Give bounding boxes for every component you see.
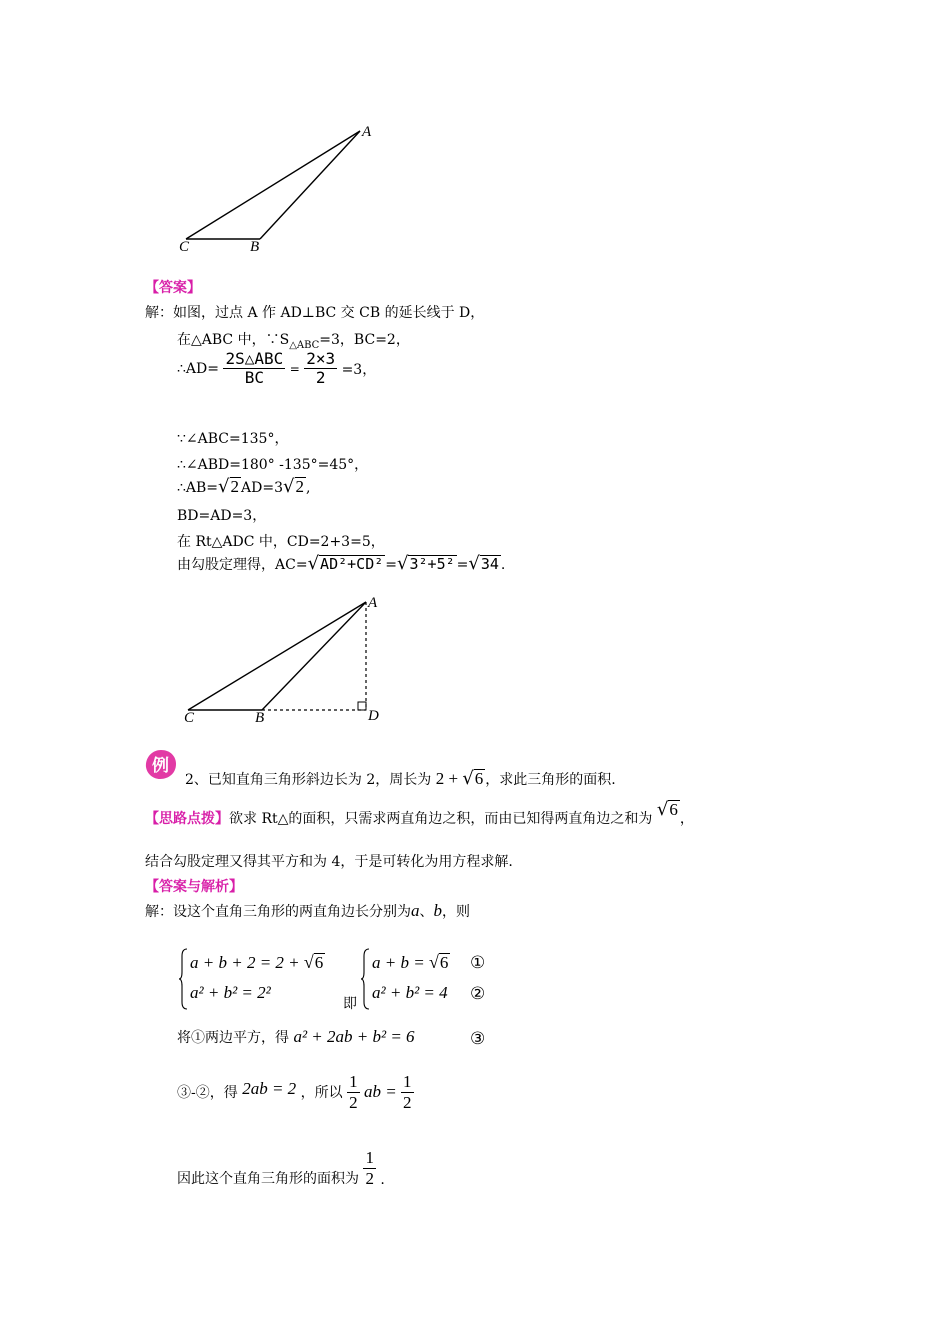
radical-sign: √ bbox=[303, 952, 314, 972]
hint-tag: 【思路点拨】 bbox=[145, 811, 229, 827]
label-a: A bbox=[362, 124, 372, 140]
line2-text: 在△ABC 中，∵S bbox=[177, 332, 290, 348]
sqrt-3-5: 3²+5² bbox=[409, 555, 455, 573]
brace-icon bbox=[178, 948, 188, 1010]
radical-sign: √ bbox=[468, 553, 480, 574]
label-b: B bbox=[255, 710, 265, 726]
radical-sign: √ bbox=[283, 476, 295, 497]
label-b: B bbox=[250, 239, 260, 255]
sys2-sqrt-6: 6 bbox=[439, 953, 449, 972]
sqrt-2-b: 2 bbox=[295, 477, 304, 496]
label-d: D bbox=[368, 708, 379, 724]
example-badge-icon bbox=[143, 747, 179, 783]
solution-line-6 bbox=[177, 476, 310, 497]
area-num: 1 bbox=[365, 1148, 374, 1167]
hint-line-1 bbox=[145, 799, 694, 828]
solution-line-9 bbox=[177, 553, 505, 574]
line9-end: . bbox=[500, 557, 506, 573]
radical-sign: √ bbox=[428, 952, 439, 972]
conclusion-end: . bbox=[380, 1172, 385, 1189]
ad-prefix: ∴AD= bbox=[177, 360, 219, 377]
step1-equation: a² + 2ab + b² = 6 bbox=[293, 1027, 415, 1046]
line6-c: , bbox=[306, 480, 311, 496]
line9-a: 由勾股定理得，AC= bbox=[177, 557, 308, 573]
half-num: 1 bbox=[349, 1072, 358, 1091]
example-2-question bbox=[185, 768, 616, 789]
answer2-text-a: 解：设这个直角三角形的两直角边长分别为 bbox=[145, 904, 411, 920]
var-b: b bbox=[433, 901, 442, 920]
solution-line-1: 解：如图，过点 A 作 AD⊥BC 交 CB 的延长线于 D， bbox=[145, 305, 485, 321]
hint-text-b: ， bbox=[679, 811, 694, 827]
conclusion-text: 因此这个直角三角形的面积为 bbox=[177, 1171, 359, 1188]
tag-1: ① bbox=[470, 953, 486, 972]
step-1 bbox=[177, 1027, 415, 1047]
line9-eq2: = bbox=[456, 557, 469, 573]
solution-line-7: BD=AD=3， bbox=[177, 508, 267, 524]
answer-analysis-tag: 【答案与解析】 bbox=[145, 879, 243, 895]
sqrt-2-a: 2 bbox=[230, 477, 240, 496]
ad-frac1-den: BC bbox=[244, 368, 264, 388]
ad-formula bbox=[177, 350, 376, 388]
line2-tail: =3，BC=2， bbox=[319, 332, 410, 348]
example-text-a: 2、已知直角三角形斜边长为 2，周长为 bbox=[185, 772, 436, 788]
answer-tag: 【答案】 bbox=[145, 280, 201, 296]
sqrt-34: 34 bbox=[480, 555, 499, 573]
sqrt-ad-cd: AD²+CD² bbox=[320, 555, 384, 573]
sys1-row-2: a² + b² = 2² bbox=[190, 983, 271, 1002]
label-c: C bbox=[179, 239, 190, 255]
sys1-sqrt-6: 6 bbox=[314, 953, 324, 972]
sqrt-6-sum: 6 bbox=[669, 800, 678, 819]
sys2-row-2: a² + b² = 4 bbox=[372, 983, 448, 1002]
result-fraction bbox=[401, 1072, 414, 1112]
hint-text-a: 欲求 Rt△的面积，只需求两直角边之积，而由已知得两直角边之和为 bbox=[229, 811, 657, 827]
radical-sign: √ bbox=[397, 553, 409, 574]
tag-2: ② bbox=[470, 984, 486, 1003]
sys2-row1-text: a + b = bbox=[372, 953, 429, 972]
radical-sign: √ bbox=[307, 553, 320, 574]
perimeter-a: 2 + bbox=[435, 769, 463, 788]
solution-line-2 bbox=[177, 329, 410, 351]
sys1-row-1 bbox=[190, 952, 325, 973]
conclusion bbox=[177, 1148, 385, 1188]
step2-ab: ab = bbox=[364, 1082, 402, 1102]
area-subscript: △ABC bbox=[289, 339, 320, 351]
radical-sign: √ bbox=[462, 768, 474, 789]
solution-line-8: 在 Rt△ADC 中，CD=2+3=5， bbox=[177, 534, 385, 550]
label-a: A bbox=[368, 595, 378, 611]
half-den: 2 bbox=[349, 1092, 358, 1112]
answer2-line-1 bbox=[145, 901, 470, 921]
sys1-row1-text: a + b + 2 = 2 + bbox=[190, 953, 304, 972]
result-num: 1 bbox=[403, 1072, 412, 1091]
ji-label: 即 bbox=[343, 996, 357, 1012]
area-fraction bbox=[363, 1148, 376, 1188]
step2-text-a: ③-②，得 bbox=[177, 1085, 243, 1102]
label-c: C bbox=[184, 710, 195, 726]
ad-eq: = bbox=[289, 361, 300, 376]
ad-frac2-den: 2 bbox=[315, 368, 326, 388]
line6-b: AD=3 bbox=[241, 480, 284, 496]
solution-line-5: ∴∠ABD=180° -135°=45°， bbox=[177, 457, 369, 473]
area-den: 2 bbox=[365, 1168, 374, 1188]
radical-sign: √ bbox=[656, 799, 669, 820]
example-text-b: ，求此三角形的面积. bbox=[485, 772, 616, 788]
badge-text: 例 bbox=[152, 756, 169, 776]
sep: 、 bbox=[419, 904, 434, 920]
triangle-figure-2 bbox=[170, 590, 400, 730]
ad-fraction-2 bbox=[304, 350, 337, 388]
solution-line-4: ∵∠ABC=135°， bbox=[177, 431, 289, 447]
sys2-row-1 bbox=[372, 952, 450, 973]
hint-line-2: 结合勾股定理又得其平方和为 4，于是可转化为用方程求解. bbox=[145, 854, 513, 870]
tag-3: ③ bbox=[470, 1029, 486, 1048]
ad-tail: =3， bbox=[341, 361, 377, 378]
line6-a: ∴AB= bbox=[177, 480, 219, 496]
ad-frac1-num: 2S△ABC bbox=[225, 349, 284, 368]
ad-frac2-num: 2×3 bbox=[306, 349, 336, 368]
step2-text-b: ，所以 bbox=[300, 1085, 348, 1102]
half-fraction bbox=[347, 1072, 360, 1112]
line9-eq1: = bbox=[385, 557, 397, 573]
ad-fraction-1 bbox=[223, 350, 285, 388]
answer2-text-b: ，则 bbox=[442, 904, 470, 920]
step1-text: 将①两边平方，得 bbox=[177, 1030, 294, 1046]
var-a: a bbox=[411, 901, 420, 920]
brace-icon bbox=[360, 948, 370, 1010]
result-den: 2 bbox=[403, 1092, 412, 1112]
triangle-figure-1 bbox=[170, 118, 390, 258]
step2-equation: 2ab = 2 bbox=[242, 1079, 297, 1099]
sqrt-6: 6 bbox=[474, 769, 484, 788]
radical-sign: √ bbox=[218, 476, 230, 497]
step-2 bbox=[177, 1072, 414, 1112]
